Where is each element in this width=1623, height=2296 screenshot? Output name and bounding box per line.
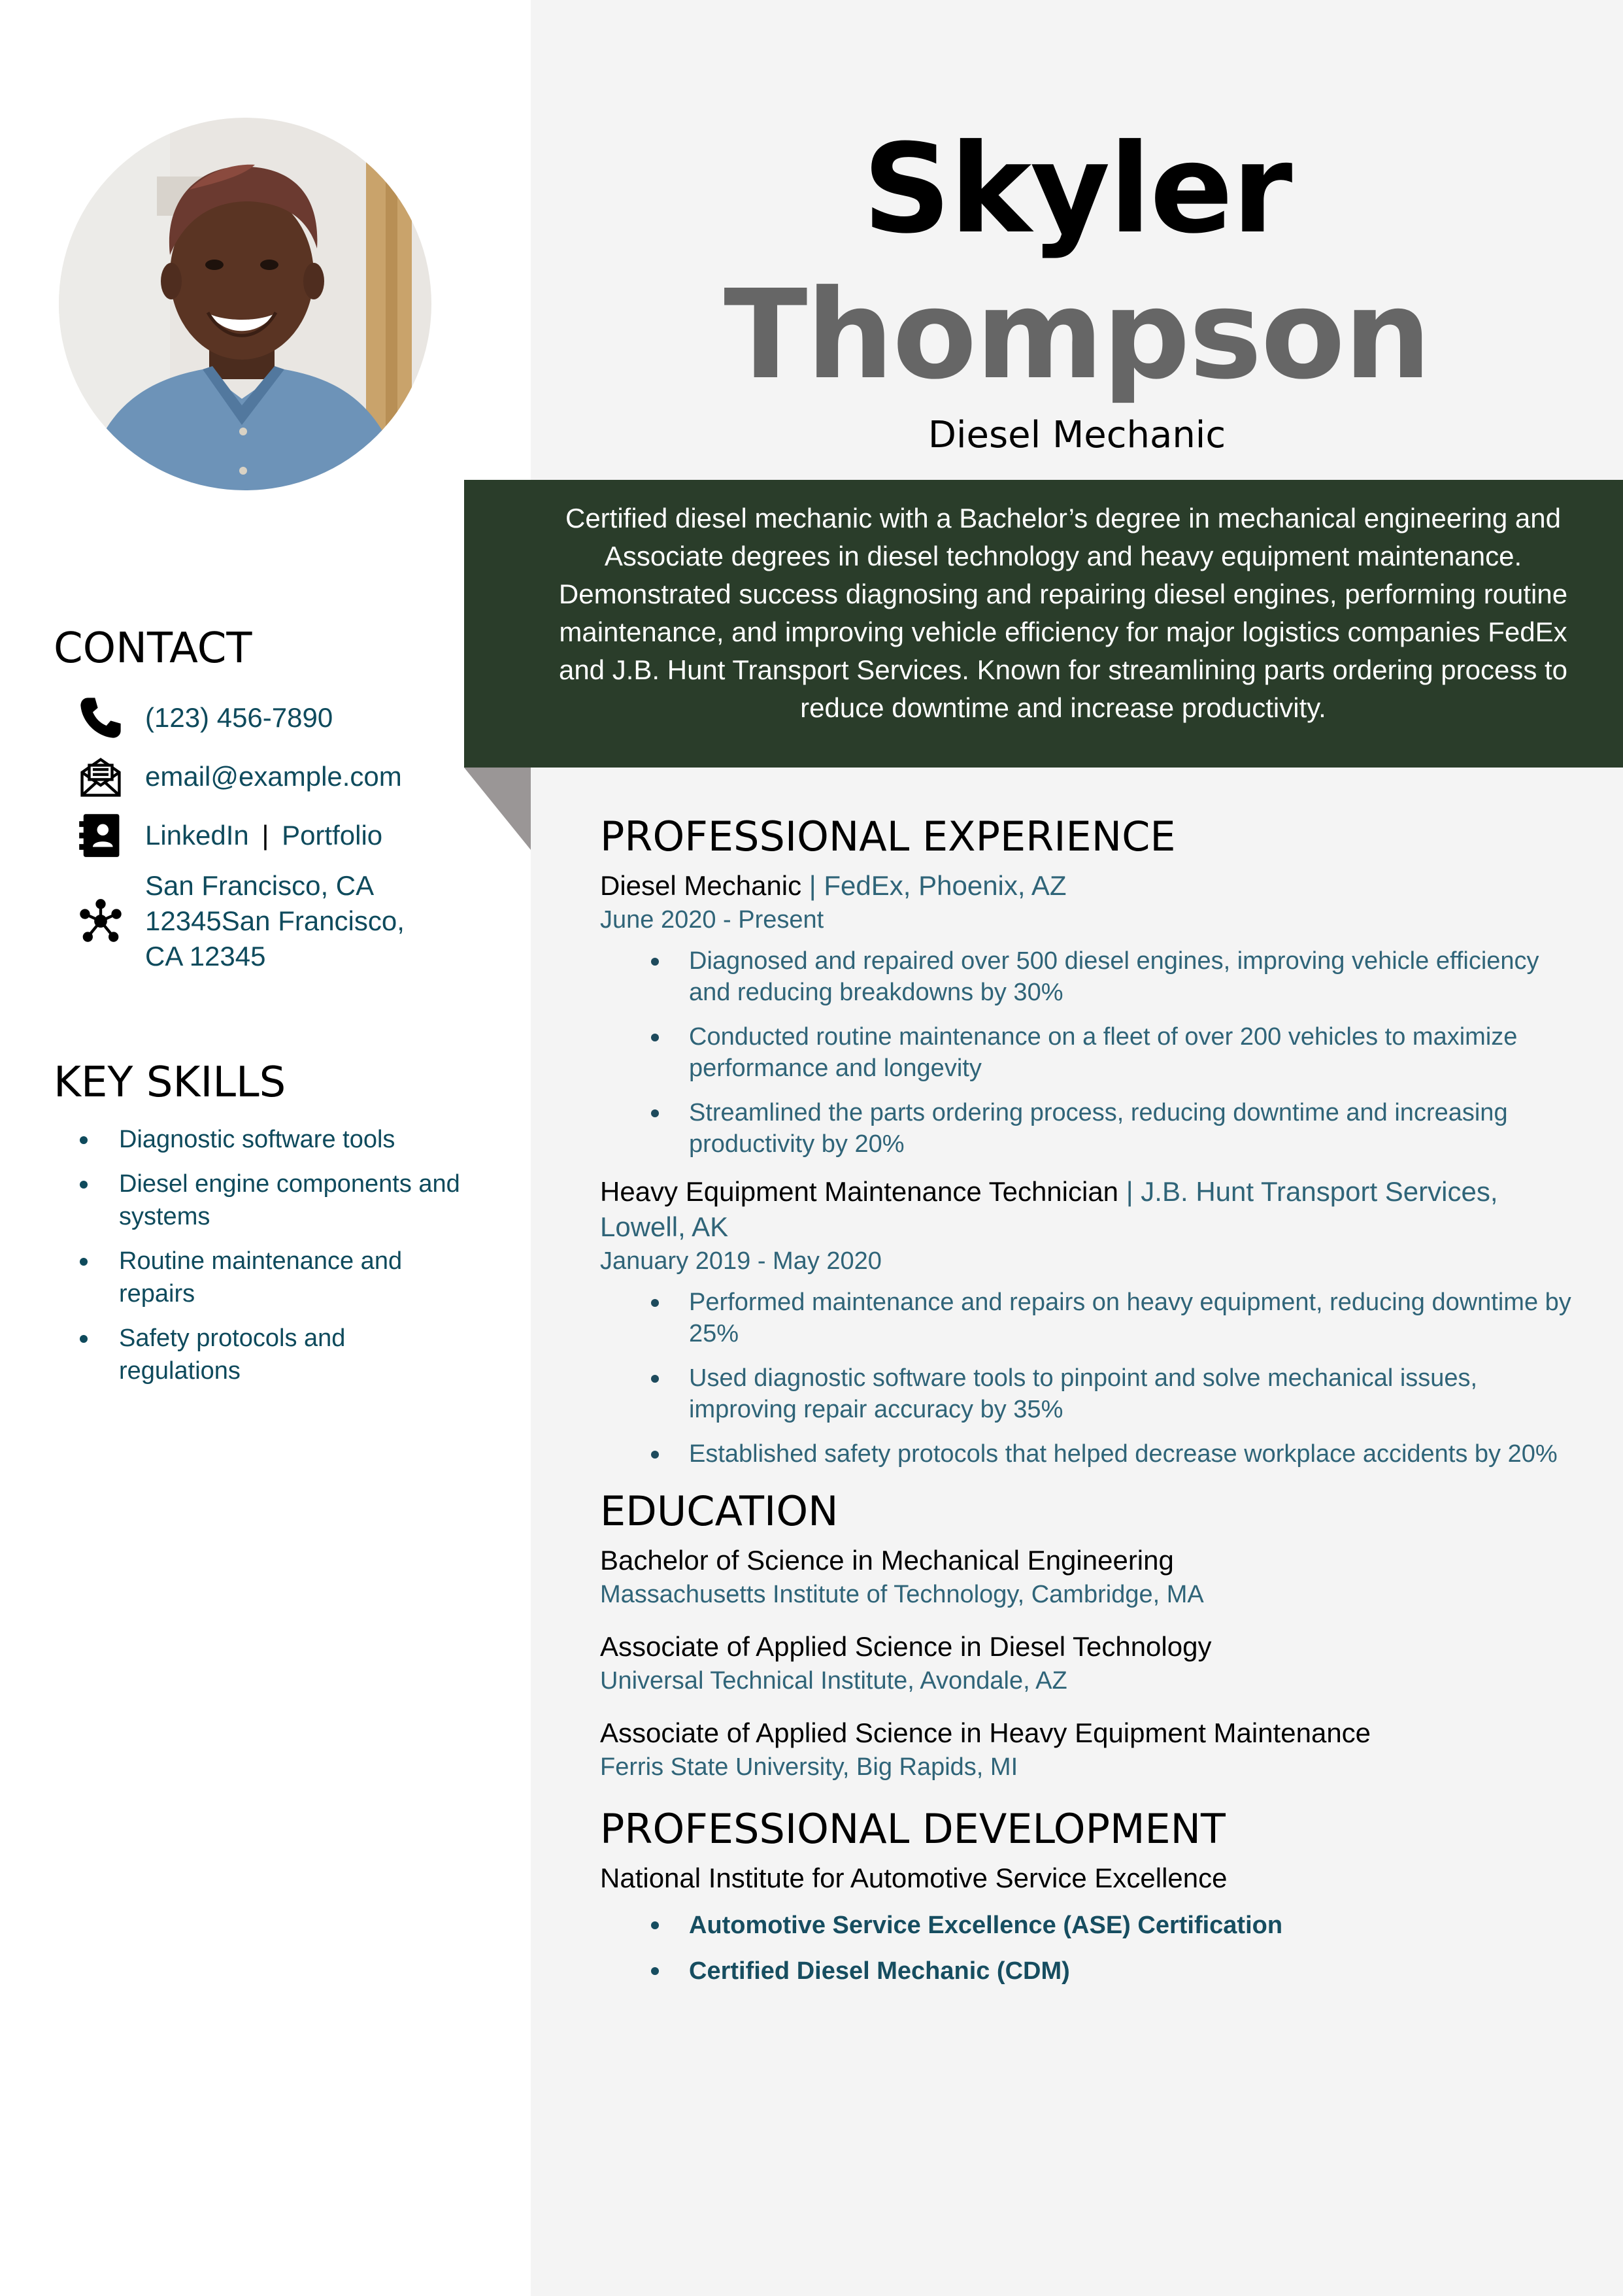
address-line-1: San Francisco, CA [145,870,375,901]
contact-address [77,868,405,974]
edu-degree: Associate of Applied Science in Diesel Technology [600,1631,1212,1662]
email-text[interactable]: email@example.com [145,761,402,792]
address-line-2: 12345San Francisco, [145,905,405,936]
link-separator: | [261,820,269,851]
skill-item: Diesel engine components and systems [77,1168,485,1233]
contact-card-icon [77,812,124,859]
skill-item: Diagnostic software tools [77,1123,485,1156]
edu-degree: Associate of Applied Science in Heavy Equipment Maintenance [600,1717,1371,1748]
contact-links [77,812,382,859]
banner-fold-decoration [464,768,531,850]
job-bullet: Performed maintenance and repairs on heavy equipment, reducing downtime by 25% [600,1287,1581,1349]
job-bullet: Streamlined the parts ordering process, reducing downtime and increasing productivity by 20% [600,1097,1581,1160]
linkedin-link[interactable]: LinkedIn [145,820,249,851]
links-group [145,818,382,853]
job-bullet: Established safety protocols that helped decrease workplace accidents by 20% [600,1438,1581,1470]
edu-school: Ferris State University, Big Rapids, MI [600,1753,1018,1781]
skill-item: Safety protocols and regulations [77,1322,407,1387]
last-name: Thompson [724,263,1430,407]
job-separator: | [801,870,824,901]
address-text [145,868,405,974]
job-bullets [600,1287,1581,1470]
cert-item: Certified Diesel Mechanic (CDM) [600,1953,1581,1989]
skills-list [77,1123,495,1399]
contact-email [77,753,402,800]
development-heading: PROFESSIONAL DEVELOPMENT [600,1805,1226,1853]
job-separator: | [1118,1176,1141,1207]
edu-school: Universal Technical Institute, Avondale, AZ [600,1667,1067,1695]
first-name: Skyler [862,118,1292,261]
job-header [600,868,1581,903]
job-bullet: Conducted routine maintenance on a fleet of over 200 vehicles to maximize performance and longevity [600,1021,1581,1084]
phone-icon [77,694,124,741]
edu-degree: Bachelor of Science in Mechanical Engineering [600,1545,1174,1576]
job-org: J.B. Hunt Transport Services, Lowell, AK [600,1176,1498,1242]
envelope-icon [77,753,124,800]
job-bullet: Diagnosed and repaired over 500 diesel engines, improving vehicle efficiency and reducing breakdowns by 30% [600,945,1581,1008]
phone-text[interactable]: (123) 456-7890 [145,702,333,733]
job-dates: June 2020 - Present [600,906,824,934]
development-org: National Institute for Automotive Service Excellence [600,1863,1228,1893]
contact-heading: CONTACT [54,624,252,673]
portfolio-link[interactable]: Portfolio [282,820,383,851]
main-content [600,809,1581,1999]
job-dates: January 2019 - May 2020 [600,1247,882,1275]
summary-banner: Certified diesel mechanic with a Bachelor’s degree in mechanical engineering and Associate degrees in diesel technology and heavy equipment maintenance. Demonstrated success diagnosing and repairing diesel engines, performing routine maintenance, and improving vehicle efficiency for major logistics companies FedEx and J.B. Hunt Transport Services. Known for streamlining parts ordering process to reduce downtime and increase productivity. [464,480,1623,768]
job-role: Diesel Mechanic [600,870,802,901]
cert-list [600,1908,1581,1989]
job-title: Diesel Mechanic [928,414,1226,456]
job-bullets [600,945,1581,1160]
address-line-3: CA 12345 [145,941,266,971]
network-icon [77,898,124,945]
profile-photo [59,118,431,490]
education-heading: EDUCATION [600,1487,839,1535]
skill-item: Routine maintenance and repairs [77,1245,459,1310]
job-org: FedEx, Phoenix, AZ [824,870,1067,901]
cert-item: Automotive Service Excellence (ASE) Certification [600,1908,1581,1943]
job-role: Heavy Equipment Maintenance Technician [600,1176,1119,1207]
edu-school: Massachusetts Institute of Technology, Cambridge, MA [600,1581,1204,1608]
job-bullet: Used diagnostic software tools to pinpoint and solve mechanical issues, improving repair accuracy by 35% [600,1362,1581,1425]
job-header [600,1174,1515,1245]
experience-heading: PROFESSIONAL EXPERIENCE [600,813,1176,860]
skills-heading: KEY SKILLS [54,1058,286,1107]
contact-phone [77,694,333,741]
